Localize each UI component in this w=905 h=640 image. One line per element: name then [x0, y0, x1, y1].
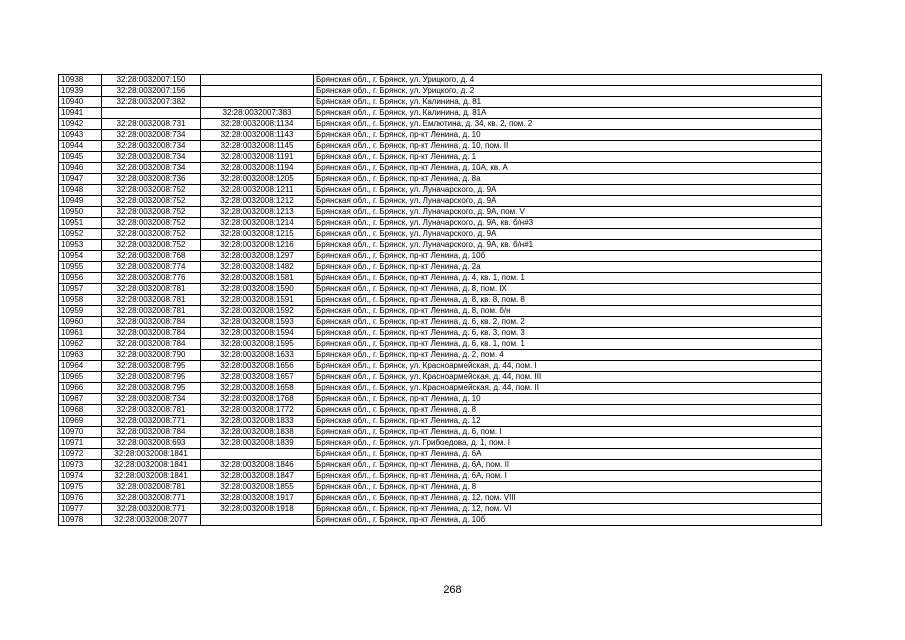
address-cell: Брянская обл., г. Брянск, ул. Урицкого, д. 4 [314, 75, 822, 86]
table-row [59, 185, 822, 196]
row-number-cell: 10973 [59, 460, 102, 471]
table-row [59, 174, 822, 185]
row-number-cell: 10962 [59, 339, 102, 350]
cadastral-number-cell [201, 86, 314, 97]
row-number-cell: 10940 [59, 97, 102, 108]
address-cell: Брянская обл., г. Брянск, пр-кт Ленина, д. 1 [314, 152, 822, 163]
parent-cadastral-number-cell: 32:28:0032008:781 [102, 284, 201, 295]
address-cell: Брянская обл., г. Брянск, пр-кт Ленина, д. 8, пом. IX [314, 284, 822, 295]
parent-cadastral-number-cell: 32:28:0032008:781 [102, 295, 201, 306]
row-number-cell: 10958 [59, 295, 102, 306]
row-number-cell: 10974 [59, 471, 102, 482]
row-number-cell: 10968 [59, 405, 102, 416]
address-cell: Брянская обл., г. Брянск, пр-кт Ленина, д. 12, пом. VI [314, 504, 822, 515]
address-cell: Брянская обл., г. Брянск, пр-кт Ленина, д. 2, пом. 4 [314, 350, 822, 361]
address-cell: Брянская обл., г. Брянск, пр-кт Ленина, д. 10А, кв. А [314, 163, 822, 174]
parent-cadastral-number-cell: 32:28:0032008:1841 [102, 460, 201, 471]
cadastral-number-cell [201, 97, 314, 108]
cadastral-number-cell: 32:28:0032008:1768 [201, 394, 314, 405]
table-row [59, 295, 822, 306]
parent-cadastral-number-cell: 32:28:0032008:752 [102, 196, 201, 207]
row-number-cell: 10939 [59, 86, 102, 97]
row-number-cell: 10955 [59, 262, 102, 273]
row-number-cell: 10977 [59, 504, 102, 515]
address-cell: Брянская обл., г. Брянск, ул. Луначарского, д. 9А [314, 196, 822, 207]
parent-cadastral-number-cell: 32:28:0032007:156 [102, 86, 201, 97]
parent-cadastral-number-cell: 32:28:0032008:734 [102, 130, 201, 141]
parent-cadastral-number-cell: 32:28:0032008:752 [102, 240, 201, 251]
row-number-cell: 10967 [59, 394, 102, 405]
table-row [59, 306, 822, 317]
address-cell: Брянская обл., г. Брянск, ул. Урицкого, д. 2 [314, 86, 822, 97]
parent-cadastral-number-cell: 32:28:0032008:790 [102, 350, 201, 361]
cadastral-number-cell: 32:28:0032007:383 [201, 108, 314, 119]
address-cell: Брянская обл., г. Брянск, пр-кт Ленина, д. 8, кв. 8, пом. 8 [314, 295, 822, 306]
table-row [59, 251, 822, 262]
cadastral-number-cell: 32:28:0032008:1772 [201, 405, 314, 416]
table-row [59, 416, 822, 427]
address-cell: Брянская обл., г. Брянск, ул. Луначарского, д. 9А, кв. б/н#1 [314, 240, 822, 251]
cadastral-number-cell: 32:28:0032008:1216 [201, 240, 314, 251]
table-row [59, 75, 822, 86]
table-row [59, 394, 822, 405]
address-cell: Брянская обл., г. Брянск, ул. Грибоедова, д. 1, пом. I [314, 438, 822, 449]
table-row [59, 383, 822, 394]
cadastral-number-cell: 32:28:0032008:1145 [201, 141, 314, 152]
cadastral-number-cell: 32:28:0032008:1211 [201, 185, 314, 196]
page-number: 268 [443, 584, 462, 596]
row-number-cell: 10964 [59, 361, 102, 372]
address-cell: Брянская обл., г. Брянск, ул. Красноармейская, д. 44, пом. I [314, 361, 822, 372]
cadastral-number-cell [201, 75, 314, 86]
table-row [59, 163, 822, 174]
cadastral-number-cell: 32:28:0032008:1213 [201, 207, 314, 218]
parent-cadastral-number-cell: 32:28:0032008:781 [102, 405, 201, 416]
address-cell: Брянская обл., г. Брянск, пр-кт Ленина, д. 4, кв. 1, пом. 1 [314, 273, 822, 284]
table-row [59, 229, 822, 240]
address-cell: Брянская обл., г. Брянск, пр-кт Ленина, д. 12, пом. VIII [314, 493, 822, 504]
cadastral-number-cell: 32:28:0032008:1143 [201, 130, 314, 141]
row-number-cell: 10943 [59, 130, 102, 141]
table-row [59, 438, 822, 449]
cadastral-number-cell: 32:28:0032008:1482 [201, 262, 314, 273]
table-row [59, 372, 822, 383]
table-row [59, 130, 822, 141]
row-number-cell: 10965 [59, 372, 102, 383]
table-row [59, 207, 822, 218]
cadastral-number-cell: 32:28:0032008:1657 [201, 372, 314, 383]
parent-cadastral-number-cell: 32:28:0032007:382 [102, 97, 201, 108]
address-cell: Брянская обл., г. Брянск, ул. Емлютина, д. 34, кв. 2, пом. 2 [314, 119, 822, 130]
row-number-cell: 10945 [59, 152, 102, 163]
table-row [59, 317, 822, 328]
parent-cadastral-number-cell: 32:28:0032008:776 [102, 273, 201, 284]
table-row [59, 218, 822, 229]
parent-cadastral-number-cell: 32:28:0032008:784 [102, 339, 201, 350]
cadastral-number-cell: 32:28:0032008:1833 [201, 416, 314, 427]
cadastral-number-cell: 32:28:0032008:1592 [201, 306, 314, 317]
address-cell: Брянская обл., г. Брянск, ул. Калинина, д. 81А [314, 108, 822, 119]
row-number-cell: 10947 [59, 174, 102, 185]
cadastral-number-cell: 32:28:0032008:1297 [201, 251, 314, 262]
table-row [59, 460, 822, 471]
cadastral-number-cell: 32:28:0032008:1134 [201, 119, 314, 130]
cadastral-number-cell: 32:28:0032008:1846 [201, 460, 314, 471]
cadastral-number-cell: 32:28:0032008:1194 [201, 163, 314, 174]
table-row [59, 361, 822, 372]
row-number-cell: 10951 [59, 218, 102, 229]
parent-cadastral-number-cell: 32:28:0032008:1841 [102, 449, 201, 460]
table-row [59, 240, 822, 251]
address-cell: Брянская обл., г. Брянск, пр-кт Ленина, д. 6, кв. 2, пом. 2 [314, 317, 822, 328]
parent-cadastral-number-cell: 32:28:0032008:781 [102, 306, 201, 317]
parent-cadastral-number-cell [102, 108, 201, 119]
cadastral-number-cell: 32:28:0032008:1212 [201, 196, 314, 207]
table-row [59, 405, 822, 416]
table-row [59, 493, 822, 504]
table-row [59, 262, 822, 273]
row-number-cell: 10946 [59, 163, 102, 174]
row-number-cell: 10969 [59, 416, 102, 427]
parent-cadastral-number-cell: 32:28:0032008:771 [102, 493, 201, 504]
table-row [59, 141, 822, 152]
row-number-cell: 10941 [59, 108, 102, 119]
cadastral-number-cell [201, 515, 314, 526]
address-cell: Брянская обл., г. Брянск, ул. Красноармейская, д. 44, пом. III [314, 372, 822, 383]
row-number-cell: 10944 [59, 141, 102, 152]
parent-cadastral-number-cell: 32:28:0032008:752 [102, 229, 201, 240]
cadastral-number-cell: 32:28:0032008:1215 [201, 229, 314, 240]
address-cell: Брянская обл., г. Брянск, пр-кт Ленина, д. 6, кв. 1, пом. 1 [314, 339, 822, 350]
address-cell: Брянская обл., г. Брянск, ул. Луначарского, д. 9А, пом. V [314, 207, 822, 218]
address-cell: Брянская обл., г. Брянск, пр-кт Ленина, д. 6А, пом. II [314, 460, 822, 471]
address-cell: Брянская обл., г. Брянск, пр-кт Ленина, д. 6А, пом. I [314, 471, 822, 482]
address-cell: Брянская обл., г. Брянск, пр-кт Ленина, д. 6, пом. I [314, 427, 822, 438]
cadastral-number-cell: 32:28:0032008:1214 [201, 218, 314, 229]
parent-cadastral-number-cell: 32:28:0032007:150 [102, 75, 201, 86]
parent-cadastral-number-cell: 32:28:0032008:734 [102, 163, 201, 174]
parent-cadastral-number-cell: 32:28:0032008:781 [102, 482, 201, 493]
address-cell: Брянская обл., г. Брянск, ул. Луначарского, д. 9А, кв. б/н#3 [314, 218, 822, 229]
cadastral-number-cell: 32:28:0032008:1658 [201, 383, 314, 394]
row-number-cell: 10953 [59, 240, 102, 251]
table-row [59, 328, 822, 339]
row-number-cell: 10971 [59, 438, 102, 449]
table-row [59, 427, 822, 438]
parent-cadastral-number-cell: 32:28:0032008:774 [102, 262, 201, 273]
parent-cadastral-number-cell: 32:28:0032008:771 [102, 416, 201, 427]
cadastral-number-cell: 32:28:0032008:1593 [201, 317, 314, 328]
row-number-cell: 10972 [59, 449, 102, 460]
address-cell: Брянская обл., г. Брянск, пр-кт Ленина, д. 8 [314, 405, 822, 416]
address-cell: Брянская обл., г. Брянск, пр-кт Ленина, д. 10, пом. II [314, 141, 822, 152]
table-row [59, 504, 822, 515]
address-cell: Брянская обл., г. Брянск, пр-кт Ленина, д. 10 [314, 394, 822, 405]
parent-cadastral-number-cell: 32:28:0032008:784 [102, 328, 201, 339]
parent-cadastral-number-cell: 32:28:0032008:752 [102, 185, 201, 196]
parent-cadastral-number-cell: 32:28:0032008:734 [102, 394, 201, 405]
cadastral-number-cell: 32:28:0032008:1656 [201, 361, 314, 372]
table-row [59, 86, 822, 97]
table-row [59, 119, 822, 130]
row-number-cell: 10938 [59, 75, 102, 86]
table-row [59, 196, 822, 207]
property-register-table [58, 74, 822, 526]
cadastral-number-cell: 32:28:0032008:1191 [201, 152, 314, 163]
row-number-cell: 10956 [59, 273, 102, 284]
row-number-cell: 10954 [59, 251, 102, 262]
cadastral-number-cell: 32:28:0032008:1847 [201, 471, 314, 482]
row-number-cell: 10950 [59, 207, 102, 218]
table-row [59, 482, 822, 493]
parent-cadastral-number-cell: 32:28:0032008:736 [102, 174, 201, 185]
cadastral-number-cell: 32:28:0032008:1581 [201, 273, 314, 284]
parent-cadastral-number-cell: 32:28:0032008:1841 [102, 471, 201, 482]
table-row [59, 449, 822, 460]
table-row [59, 515, 822, 526]
parent-cadastral-number-cell: 32:28:0032008:768 [102, 251, 201, 262]
cadastral-number-cell: 32:28:0032008:1205 [201, 174, 314, 185]
cadastral-number-cell: 32:28:0032008:1918 [201, 504, 314, 515]
table-row [59, 108, 822, 119]
table-row [59, 273, 822, 284]
row-number-cell: 10975 [59, 482, 102, 493]
parent-cadastral-number-cell: 32:28:0032008:795 [102, 383, 201, 394]
address-cell: Брянская обл., г. Брянск, пр-кт Ленина, д. 10 [314, 130, 822, 141]
cadastral-number-cell [201, 449, 314, 460]
address-cell: Брянская обл., г. Брянск, пр-кт Ленина, д. 2а [314, 262, 822, 273]
parent-cadastral-number-cell: 32:28:0032008:731 [102, 119, 201, 130]
address-cell: Брянская обл., г. Брянск, пр-кт Ленина, д. 6, кв. 3, пом. 3 [314, 328, 822, 339]
row-number-cell: 10963 [59, 350, 102, 361]
row-number-cell: 10966 [59, 383, 102, 394]
address-cell: Брянская обл., г. Брянск, пр-кт Ленина, д. 8а [314, 174, 822, 185]
table-row [59, 339, 822, 350]
row-number-cell: 10961 [59, 328, 102, 339]
row-number-cell: 10952 [59, 229, 102, 240]
address-cell: Брянская обл., г. Брянск, пр-кт Ленина, д. 8, пом. б/н [314, 306, 822, 317]
row-number-cell: 10970 [59, 427, 102, 438]
table-row [59, 471, 822, 482]
address-cell: Брянская обл., г. Брянск, пр-кт Ленина, д. 10б [314, 251, 822, 262]
table-body [59, 75, 822, 526]
address-cell: Брянская обл., г. Брянск, пр-кт Ленина, д. 12 [314, 416, 822, 427]
row-number-cell: 10960 [59, 317, 102, 328]
parent-cadastral-number-cell: 32:28:0032008:734 [102, 152, 201, 163]
address-cell: Брянская обл., г. Брянск, пр-кт Ленина, д. 6А [314, 449, 822, 460]
address-cell: Брянская обл., г. Брянск, пр-кт Ленина, д. 8 [314, 482, 822, 493]
cadastral-number-cell: 32:28:0032008:1594 [201, 328, 314, 339]
cadastral-number-cell: 32:28:0032008:1595 [201, 339, 314, 350]
parent-cadastral-number-cell: 32:28:0032008:795 [102, 372, 201, 383]
parent-cadastral-number-cell: 32:28:0032008:2077 [102, 515, 201, 526]
parent-cadastral-number-cell: 32:28:0032008:752 [102, 218, 201, 229]
row-number-cell: 10959 [59, 306, 102, 317]
table-row [59, 350, 822, 361]
parent-cadastral-number-cell: 32:28:0032008:752 [102, 207, 201, 218]
row-number-cell: 10957 [59, 284, 102, 295]
cadastral-number-cell: 32:28:0032008:1839 [201, 438, 314, 449]
cadastral-number-cell: 32:28:0032008:1633 [201, 350, 314, 361]
table-row [59, 152, 822, 163]
table-row [59, 97, 822, 108]
cadastral-number-cell: 32:28:0032008:1917 [201, 493, 314, 504]
table-row [59, 284, 822, 295]
parent-cadastral-number-cell: 32:28:0032008:784 [102, 317, 201, 328]
cadastral-number-cell: 32:28:0032008:1855 [201, 482, 314, 493]
address-cell: Брянская обл., г. Брянск, ул. Калинина, д. 81 [314, 97, 822, 108]
parent-cadastral-number-cell: 32:28:0032008:784 [102, 427, 201, 438]
parent-cadastral-number-cell: 32:28:0032008:693 [102, 438, 201, 449]
address-cell: Брянская обл., г. Брянск, ул. Луначарского, д. 9А [314, 185, 822, 196]
parent-cadastral-number-cell: 32:28:0032008:771 [102, 504, 201, 515]
row-number-cell: 10976 [59, 493, 102, 504]
parent-cadastral-number-cell: 32:28:0032008:795 [102, 361, 201, 372]
address-cell: Брянская обл., г. Брянск, ул. Красноармейская, д. 44, пом. II [314, 383, 822, 394]
address-cell: Брянская обл., г. Брянск, ул. Луначарского, д. 9А [314, 229, 822, 240]
cadastral-number-cell: 32:28:0032008:1838 [201, 427, 314, 438]
row-number-cell: 10942 [59, 119, 102, 130]
cadastral-number-cell: 32:28:0032008:1590 [201, 284, 314, 295]
row-number-cell: 10978 [59, 515, 102, 526]
address-cell: Брянская обл., г. Брянск, пр-кт Ленина, д. 10б [314, 515, 822, 526]
row-number-cell: 10948 [59, 185, 102, 196]
cadastral-number-cell: 32:28:0032008:1591 [201, 295, 314, 306]
parent-cadastral-number-cell: 32:28:0032008:734 [102, 141, 201, 152]
row-number-cell: 10949 [59, 196, 102, 207]
